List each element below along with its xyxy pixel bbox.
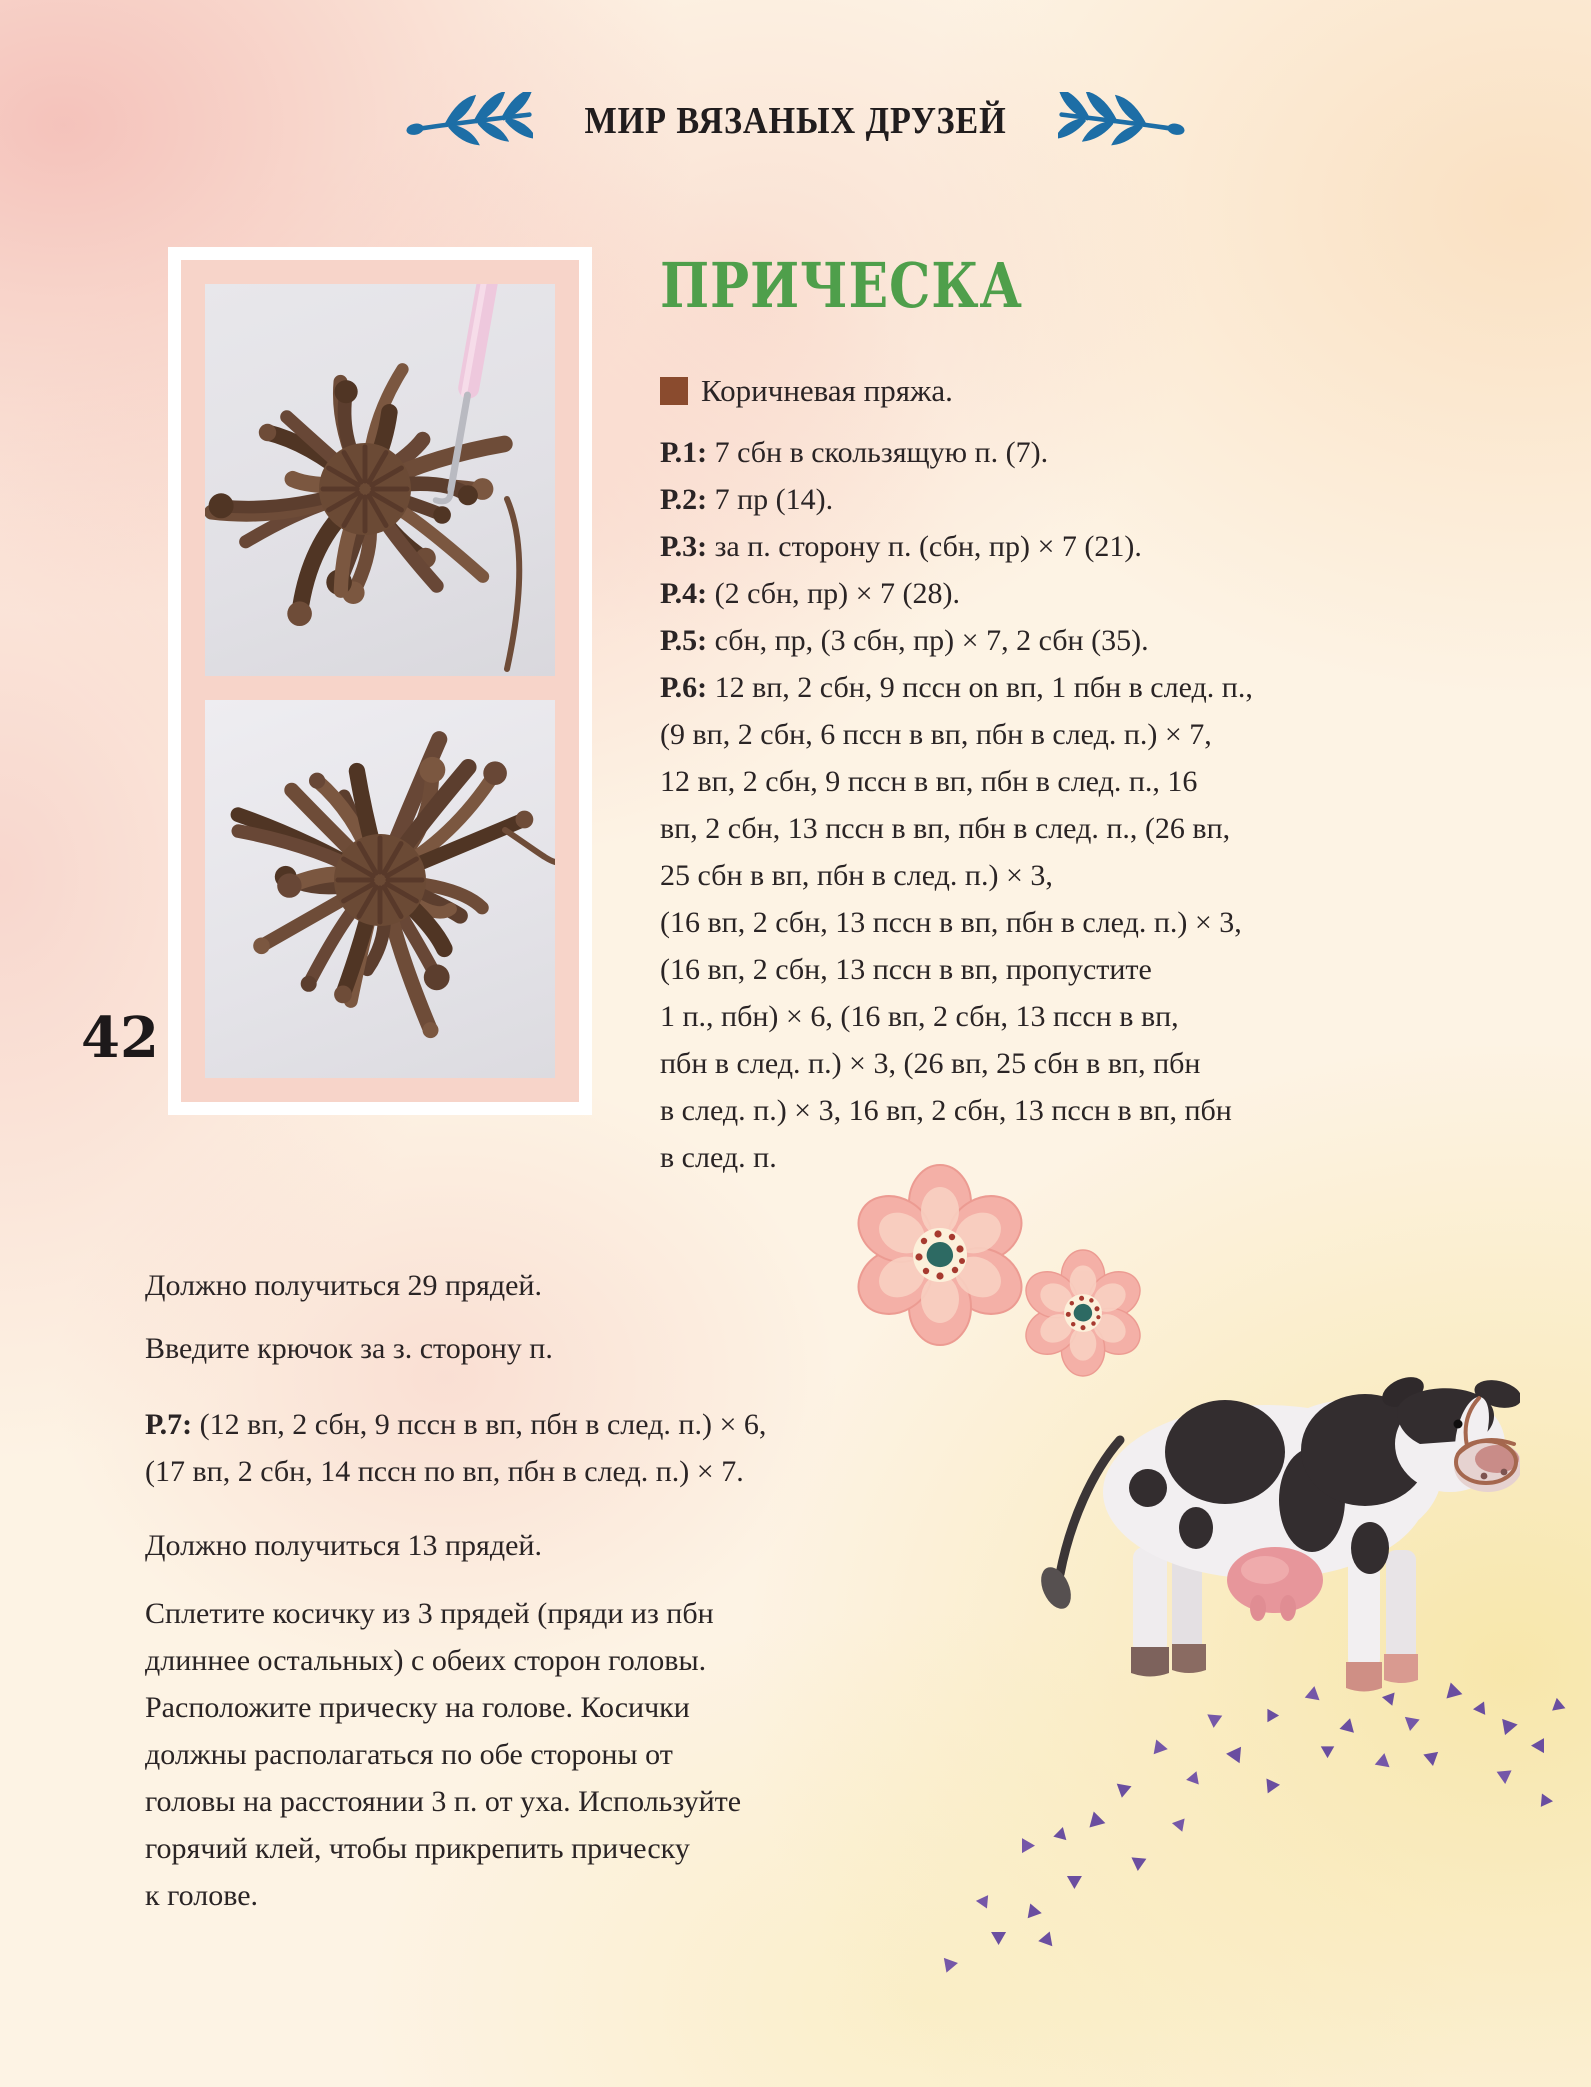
note-29-strands: Должно получиться 29 прядей. xyxy=(145,1269,542,1302)
row-text: сбн, пр, (3 сбн, пр) × 7, 2 сбн (35). xyxy=(714,624,1149,657)
instructions-column xyxy=(660,249,1253,1181)
page-header xyxy=(0,92,1591,150)
finishing-line: головы на расстоянии 3 п. от уха. Используйте xyxy=(145,1785,742,1818)
row-text: (2 сбн, пр) × 7 (28). xyxy=(714,577,961,610)
note-hook: Введите крючок за з. сторону п. xyxy=(145,1332,553,1365)
row-label: Р.7: xyxy=(145,1408,193,1441)
pattern-row-continuation: 12 вп, 2 сбн, 9 пссн в вп, пбн в след. п., 16 xyxy=(660,765,1198,798)
flower-large xyxy=(847,1165,1034,1345)
page-number: 42 xyxy=(81,1005,159,1071)
pattern-row-continuation: (9 вп, 2 сбн, 6 пссн в вп, пбн в след. п.) × 7, xyxy=(660,718,1212,751)
pattern-row-continuation: в след. п. xyxy=(660,1141,777,1174)
loose-yarn-strand xyxy=(507,499,519,669)
crochet-hook-icon xyxy=(436,284,505,505)
yarn-color-swatch xyxy=(660,377,688,405)
loose-yarn-strand xyxy=(505,830,555,862)
pattern-row xyxy=(660,523,1253,570)
pattern-row-continuation: (17 вп, 2 сбн, 14 пссн по вп, пбн в след. п.) × 7. xyxy=(145,1455,744,1488)
finishing-line: Расположите прическу на голове. Косички xyxy=(145,1691,690,1724)
photo-crochet-hairpiece-1 xyxy=(205,284,555,676)
finishing-instructions xyxy=(145,1590,766,1919)
row-label: Р.5: xyxy=(660,624,708,657)
row-label: Р.4: xyxy=(660,577,708,610)
pattern-row-continuation: (16 вп, 2 сбн, 13 пссн в вп, пбн в след. п.) × 3, xyxy=(660,906,1242,939)
pattern-row xyxy=(660,617,1253,664)
materials-text: Коричневая пряжа. xyxy=(701,373,953,408)
row-text: 7 сбн в скользящую п. (7). xyxy=(714,436,1049,469)
pattern-row-continuation: в след. п.) × 3, 16 вп, 2 сбн, 13 пссн в вп, пбн xyxy=(660,1094,1232,1127)
crochet-starburst xyxy=(209,369,505,626)
row-text: за п. сторону п. (сбн, пр) × 7 (21). xyxy=(714,530,1142,563)
pattern-row xyxy=(660,476,1253,523)
finishing-line: длиннее остальных) с обеих сторон головы. xyxy=(145,1644,707,1677)
pattern-rows xyxy=(660,429,1253,1181)
photo-crochet-hairpiece-2 xyxy=(205,700,555,1078)
finishing-line: горячий клей, чтобы прикрепить прическу xyxy=(145,1832,690,1865)
pattern-row xyxy=(145,1401,766,1448)
pattern-row xyxy=(660,429,1253,476)
pattern-row-continuation: 1 п., пбн) × 6, (16 вп, 2 сбн, 13 пссн в вп, xyxy=(660,1000,1179,1033)
pattern-row-continuation: 25 сбн в вп, пбн в след. п.) × 3, xyxy=(660,859,1053,892)
photo-frame xyxy=(168,247,592,1115)
cow-illustration xyxy=(1020,1352,1520,1697)
row-label: Р.1: xyxy=(660,436,708,469)
row-text: (12 вп, 2 сбн, 9 пссн в вп, пбн в след. п.) × 6, xyxy=(199,1408,767,1441)
pattern-row xyxy=(660,570,1253,617)
row-text: 7 пр (14). xyxy=(714,483,834,516)
crochet-starburst xyxy=(238,739,533,1038)
row-label: Р.2: xyxy=(660,483,708,516)
row-text: 12 вп, 2 сбн, 9 пссн on вп, 1 пбн в след. п., xyxy=(714,671,1253,704)
row-label: Р.6: xyxy=(660,671,708,704)
pattern-row xyxy=(660,664,1253,711)
pattern-row-continuation: (16 вп, 2 сбн, 13 пссн в вп, пропустите xyxy=(660,953,1152,986)
note-13-strands: Должно получиться 13 прядей. xyxy=(145,1529,542,1562)
laurel-branch-left-icon xyxy=(405,92,533,150)
row-label: Р.3: xyxy=(660,530,708,563)
finishing-line: должны располагаться по обе стороны от xyxy=(145,1738,673,1771)
pattern-row-continuation: пбн в след. п.) × 3, (26 вп, 25 сбн в вп, пбн xyxy=(660,1047,1201,1080)
pattern-row-continuation: вп, 2 сбн, 13 пссн в вп, пбн в след. п., (26 вп, xyxy=(660,812,1231,845)
finishing-line: Сплетите косичку из 3 прядей (пряди из пбн xyxy=(145,1597,714,1630)
materials-line xyxy=(660,367,1253,414)
laurel-branch-right-icon xyxy=(1058,92,1186,150)
finishing-line: к голове. xyxy=(145,1879,259,1912)
notes-column xyxy=(145,1262,766,1919)
section-title: ПРИЧЕСКА xyxy=(660,249,1023,322)
book-title: МИР ВЯЗАНЫХ ДРУЗЕЙ xyxy=(584,100,1007,142)
